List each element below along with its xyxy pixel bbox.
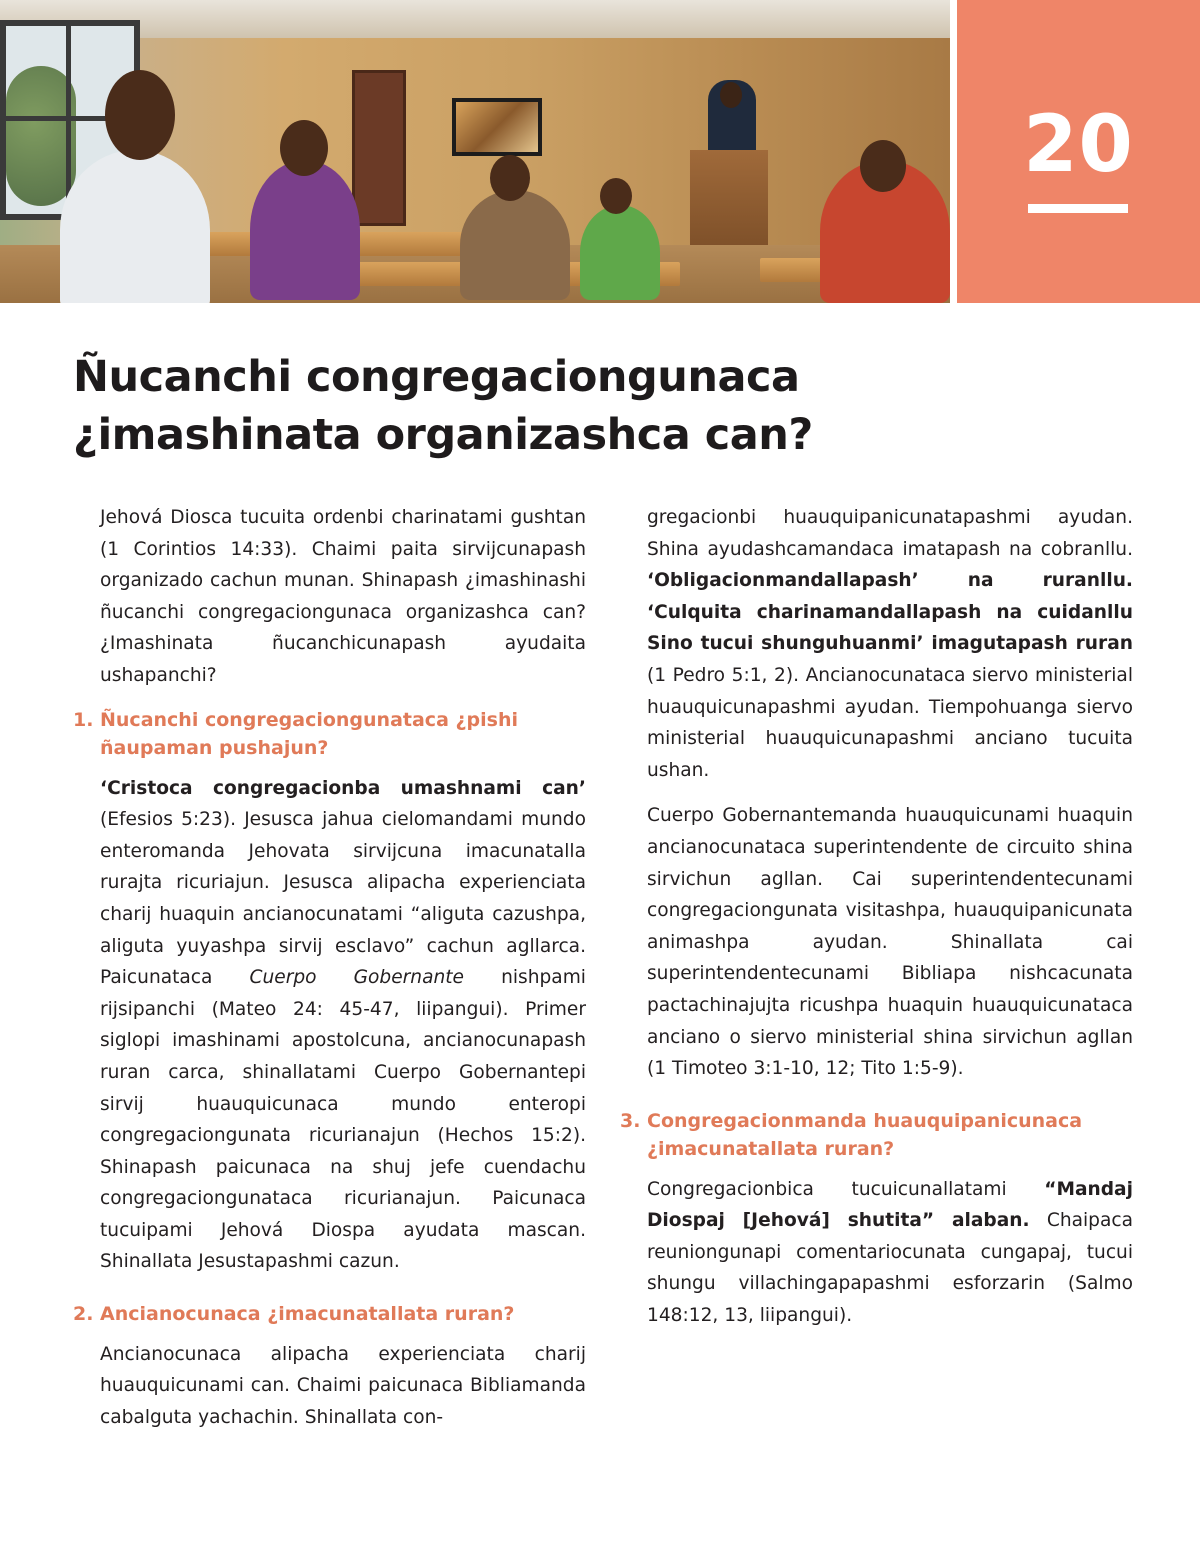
audience-head — [490, 155, 530, 201]
video-screen — [452, 98, 542, 156]
intro-paragraph: Jehová Diosca tucuita ordenbi charinatami gushtan (1 Corintios 14:33). Chaimi paita sirvijcunapash organizado cachun munan. Shinapash ¿imashinashi ñucanchi congregaciongunaca organizashca can? ¿Imashinata ñucanchicunapash ayudaita ushapanchi? — [100, 507, 586, 686]
section-1-text-a: (Efesios 5:23). Jesusca jahua cielomandami mundo enteromanda Jehovata sirvijcuna imacunatalla rurajta ricuriajun. Jesusca alipacha experienciata charij huaquin ancianocunatami “aliguta cazushpa, aliguta yuyashpa sirvij esclavo” cachun agllarca. Paicunataca — [100, 809, 586, 989]
section-2-text-a-start: Ancianocunaca alipacha experienciata charij huauquicunami can. Chaimi paicunaca Bibliamanda cabalguta yachachin. Shinallata con- — [100, 1343, 586, 1428]
audience-member — [460, 190, 570, 300]
section-2-paragraph-start — [100, 1339, 586, 1434]
section-3-text-a: Congregacionbica tucuicunallatami — [647, 1178, 1007, 1200]
section-1-paragraph — [100, 773, 586, 1279]
title-line-1: Ñucanchi congregaciongunaca — [73, 352, 800, 402]
section-2-text-a-cont: gregacionbi huauquipanicunatapashmi ayudan. Shina ayudashcamandaca imatapash na cobranllu. — [647, 507, 1133, 560]
audience-member — [60, 150, 210, 303]
section-2-question — [73, 1300, 586, 1329]
ceiling — [0, 0, 950, 38]
section-1-text-b: nishpami rijsipanchi (Mateo 24: 45-47, liipangui). Primer siglopi imashinami apostolcuna, ancianocunapash ruran carca, shinallatami Cuerpo Gobernantepi sirvij huauquicunaca mundo enteropi congregaciongunata ricurianajun (Hechos 15:2). Shinapash paicunaca na shuj jefe cuendachu congregaciongunataca ricurianajun. Paicunaca tucuipami Jehová Diospa ayudata mascan. Shinallata Jesustapashmi cazun. — [100, 967, 586, 1273]
section-3-question-text: Congregacionmanda huauquipanicunaca ¿imacunatallata ruran? — [647, 1109, 1083, 1161]
audience-head — [280, 120, 328, 176]
chapter-number: 20 — [1023, 100, 1134, 190]
section-2-paragraph-2: Cuerpo Gobernantemanda huauquicunami huaquin ancianocunataca superintendente de circuito shina sirvichun agllan. Cai superintendentecunami congregaciongunata visitashpa, huauquipanicunata animashpa ayudan. Shinallata cai superintendentecunami Bibliapa nishcacunata pactachinajujta ricushpa huaquin huauquicunataca anciano o siervo ministerial shina sirvichun agllan (1 Timoteo 3:1-10, 12; Tito 1:5-9). — [647, 805, 1133, 1080]
audience-member — [580, 205, 660, 300]
section-2-question-text: Ancianocunaca ¿imacunatallata ruran? — [100, 1303, 515, 1326]
audience-head — [600, 178, 632, 214]
section-3-bold: “Mandaj Diospaj [Jehová] shutita” alaban. — [647, 1178, 1133, 1232]
section-1-italic: Cuerpo Gobernante — [249, 967, 464, 989]
section-1-number: 1. — [73, 708, 94, 731]
section-1-question — [73, 706, 586, 763]
speaker-head — [720, 82, 742, 108]
podium — [690, 150, 768, 260]
chapter-badge — [957, 0, 1200, 303]
section-2-text-b: (1 Pedro 5:1, 2). Ancianocunataca siervo ministerial huauquicunapashmi ayudan. Tiempohuanga siervo ministerial huauquicunapashmi anciano tucuita ushan. — [647, 664, 1133, 781]
page-title — [73, 348, 973, 464]
header-photo — [0, 0, 950, 303]
title-line-2: ¿imashinata organizashca can? — [73, 410, 813, 460]
door — [352, 70, 406, 226]
left-column — [73, 502, 586, 1447]
section-3-paragraph — [647, 1174, 1133, 1332]
section-3-question — [620, 1107, 1133, 1164]
section-3-text-b: Chaipaca reuniongunapi comentariocunata cungapaj, tucui shungu villachingapapashmi esforzarin (Salmo 148:12, 13, liipangui). — [647, 1210, 1133, 1327]
section-2-bold: ‘Obligacionmandallapash’ na ruranllu. ‘Culquita charinamandallapash na cuidanllu Sino tucui shunguhuanmi’ imagutapash ruran — [647, 570, 1133, 655]
audience-member — [250, 160, 360, 300]
section-1-bold: ‘Cristoca congregacionba umashnami can’ — [100, 777, 586, 799]
section-2-paragraph-cont — [647, 502, 1133, 786]
section-2-number: 2. — [73, 1303, 94, 1326]
section-3-number: 3. — [620, 1109, 641, 1132]
audience-head — [860, 140, 906, 192]
chapter-rule — [1028, 204, 1128, 213]
audience-head — [105, 70, 175, 160]
right-column — [620, 502, 1133, 1346]
section-1-question-text: Ñucanchi congregaciongunataca ¿pishi ñaupaman pushajun? — [100, 708, 518, 760]
